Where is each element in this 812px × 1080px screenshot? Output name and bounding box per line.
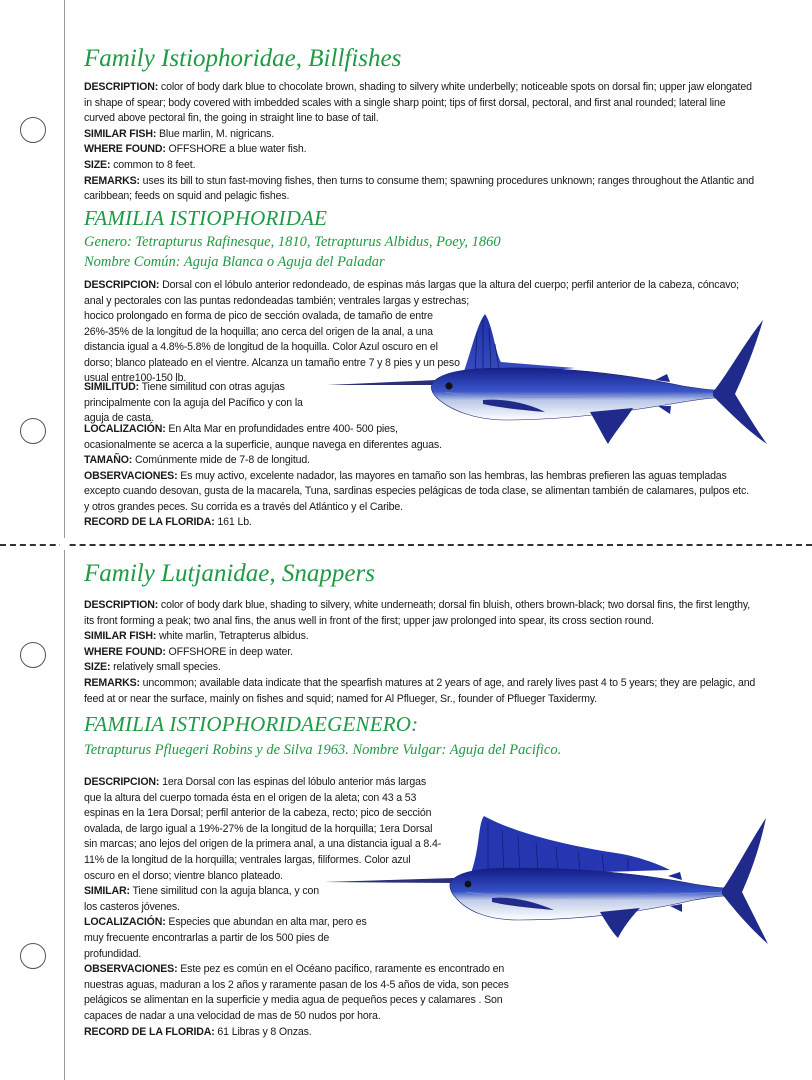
section1-genero: Genero: Tetrapturus Rafinesque, 1810, Tetrapturus Albidus, Poey, 1860 (84, 234, 501, 250)
binder-hole (20, 117, 46, 143)
section1-lower-text (84, 453, 756, 531)
section2-genero: Tetrapturus Pfluegeri Robins y de Silva 1963. Nombre Vulgar: Aguja del Pacifico. (84, 742, 562, 758)
section1-where-found: WHERE FOUND: OFFSHORE a blue water fish. (84, 143, 307, 156)
longbill-spearfish-illustration (322, 812, 772, 950)
section1-localizacion: LOCALIZACIÓN: En Alta Mar en profundidades entre 400- 500 pies, ocasionalmente se acerca a la superficie, aunque navega en diferentes aguas. (84, 423, 442, 451)
section1-english-text (84, 80, 756, 205)
section1-remarks: REMARKS: uses its bill to stun fast-moving fishes, then turns to consume them; spawning procedures unknown; ranges throughout the Atlantic and caribbean; feeds on squid and pelagic fishes. (84, 174, 755, 203)
section2-heading-es: FAMILIA ISTIOPHORIDAEGENERO: (84, 712, 419, 736)
section2-observaciones: OBSERVACIONES: Este pez es común en el Océano pacifico, raramente es encontrado en nuestras aguas, maduran a los 2 años y raramente pasan de los 4-5 años de vida, son peces pelágicos se alimentan en la superficie y media agua de pequeños peces y calamares . Son capaces de nadar a una velocidad de mas de 50 nudos por hora. (84, 963, 509, 1022)
section1-descripcion-rest: hocico prolongado en forma de pico de sección ovalada, de tamaño de entre 26%-35% de la longitud de la hoquilla; ano cerca del origen de la anal, a una distancia igual a 4.8%-5.8% de longitud de la hoquilla. Color Azul oscuro en el dorso; blanco plateado en el vientre. Alcanza un tamaño entre 7 y 8 pies y un peso usual entre100-150 lb. (84, 310, 460, 385)
section1-similitud: SIMILITUD: Tiene similitud con otras agujas principalmente con la aguja del Pacífico y con la aguja de casta. (84, 381, 303, 425)
section1-similar-fish: SIMILAR FISH: Blue marlin, M. nigricans. (84, 127, 275, 140)
section1-heading-en: Family Istiophoridae, Billfishes (84, 45, 402, 72)
section2-record: RECORD DE LA FLORIDA: 61 Libras y 8 Onzas. (84, 1025, 312, 1038)
binder-hole (20, 418, 46, 444)
section1-record: RECORD DE LA FLORIDA: 161 Lb. (84, 516, 252, 529)
binder-hole (20, 642, 46, 668)
section2-remarks: REMARKS: uncommon; available data indicate that the spearfish matures at 2 years of age, and rarely lives past 4 to 5 years; they are pelagic, and feed at or near the surface, mainly on fishes and squid; named for Al Pflueger, Sr., founder of Pflueger Taxidermy. (84, 676, 756, 705)
section2-heading-en: Family Lutjanidae, Snappers (84, 560, 375, 587)
section1-observaciones: OBSERVACIONES: Es muy activo, excelente nadador, las mayores en tamaño son las hembras, las hembras prefieren las aguas templadas excepto cuando desovan, gusta de la macarela, Tuna, sardinas especies pelágicas de toda clase, se alimentan también de calamares, pulpos etc. y otros grandes peces. Su corrida es a través del Atlántico y el Caribe. (84, 469, 749, 513)
section1-heading-es: FAMILIA ISTIOPHORIDAE (84, 206, 328, 230)
white-marlin-illustration (325, 312, 770, 450)
section2-localizacion: LOCALIZACIÓN: Especies que abundan en alta mar, pero es muy frecuente encontrarlas a partir de los 500 pies de profundidad. (84, 916, 367, 960)
section2-where-found: WHERE FOUND: OFFSHORE in deep water. (84, 645, 293, 658)
section1-descripcion-head: DESCRIPCION: Dorsal con el lóbulo anterior redondeado, de espinas más largas que la altura del cuerpo; perfil anterior de la cabeza, cóncavo; anal y pectorales con las puntas redondeadas también; ventrales largas y estrechas; (84, 279, 739, 307)
section1-tamano: TAMAÑO: Comúnmente mide de 7-8 de longitud. (84, 454, 310, 466)
section2-description: DESCRIPTION: color of body dark blue, shading to silvery, white underneath; dorsal fin bluish, others brown-black; two dorsal fins, the first lengthy, its front forming a peak; two anal fins, the anus well in front of the first; upper jaw prolonged into spear, its cross section round. (84, 599, 751, 627)
section1-description: DESCRIPTION: color of body dark blue to chocolate brown, shading to silvery white underbelly; noticeable spots on dorsal fin; upper jaw elongated in shape of spear; body covered with imbedded scales with a single sharp point; tips of first dorsal, pectoral, and first anal rounded; lateral line curved above pectoral fin, the going in straight line to base of tail. (84, 81, 752, 125)
section1-size: SIZE: common to 8 feet. (84, 158, 196, 171)
cut-line (0, 544, 812, 546)
section2-similar-es: SIMILAR: Tiene similitud con la aguja blanca, y con los casteros jóvenes. (84, 885, 319, 913)
section2-similar-fish: SIMILAR FISH: white marlin, Tetrapterus albidus. (84, 630, 309, 643)
section2-size: SIZE: relatively small species. (84, 661, 221, 674)
section1-nombre-comun: Nombre Común: Aguja Blanca o Aguja del Paladar (84, 254, 385, 270)
section2-english-text (84, 598, 756, 707)
section2-descripcion: DESCRIPCION: 1era Dorsal con las espinas del lóbulo anterior más largas que la altura del cuerpo tomada ésta en el origen de la aleta; con 43 a 53 espinas en la 1era Dorsal; perfil anterior de la cabeza, recto; pico de sección ovalada, de largo igual a 19%-27% de la longitud de la horquilla; 1era Dorsal sin marcas; ano lejos del origen de la primera anal, a una distancia igual a 8.4-11% de la longitud de la horquilla; ventrales largas, filiformes. Color azul oscuro en el dorso; vientre blanco plateado. (84, 776, 442, 882)
binder-hole (20, 943, 46, 969)
